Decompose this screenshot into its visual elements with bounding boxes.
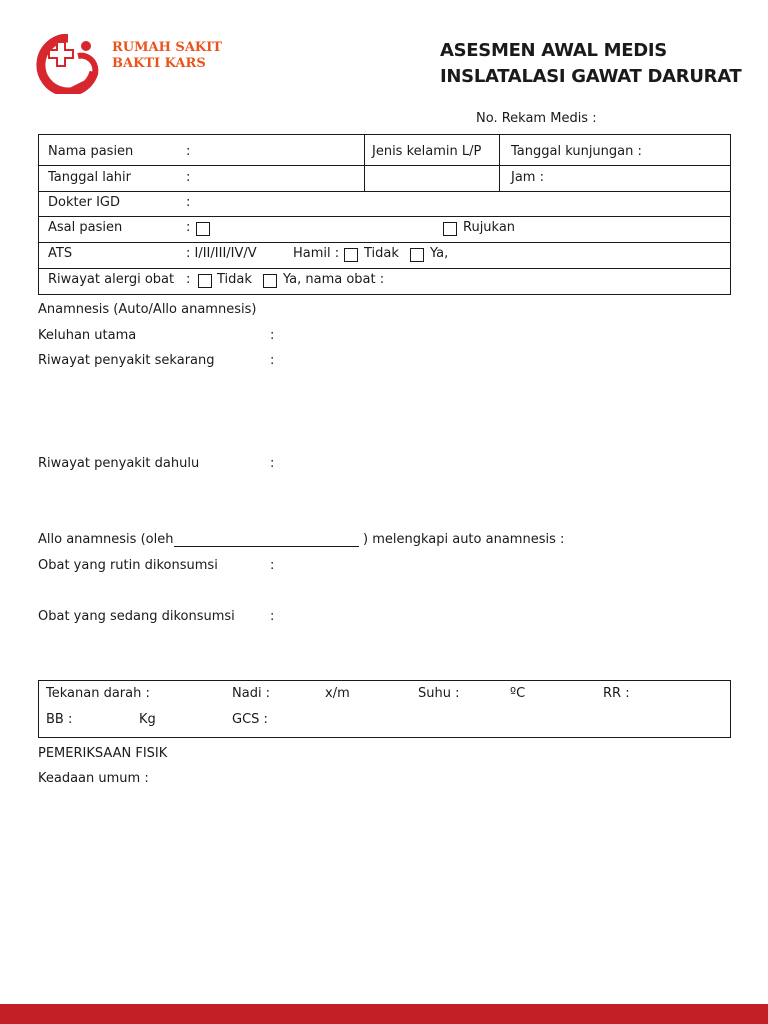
page-title xyxy=(440,38,741,90)
row-divider xyxy=(38,165,731,166)
hamil-label: Hamil : xyxy=(293,246,340,261)
obat-rutin-label: Obat yang rutin dikonsumsi xyxy=(38,558,218,573)
row-divider xyxy=(38,242,731,243)
keluhan-utama-label: Keluhan utama xyxy=(38,328,137,343)
title-line-1: ASESMEN AWAL MEDIS xyxy=(440,40,667,61)
hamil-tidak-label: Tidak xyxy=(364,246,399,261)
title-line-2: INSLATALASI GAWAT DARURAT xyxy=(440,66,742,87)
hamil-tidak-checkbox[interactable] xyxy=(344,248,358,262)
rujukan-checkbox[interactable] xyxy=(443,222,457,236)
dokter-igd-field[interactable]: : xyxy=(186,195,191,210)
keadaan-umum-field[interactable]: Keadaan umum : xyxy=(38,771,149,786)
column-divider xyxy=(364,134,365,191)
row-divider xyxy=(38,268,731,269)
row-divider xyxy=(38,216,731,217)
jam-field[interactable]: Jam : xyxy=(511,170,544,185)
tanggal-lahir-label: Tanggal lahir xyxy=(48,170,131,185)
alergi-colon: : xyxy=(186,272,191,287)
column-divider xyxy=(499,134,500,191)
ats-label: ATS xyxy=(48,246,73,261)
anamnesis-heading: Anamnesis (Auto/Allo anamnesis) xyxy=(38,302,257,317)
penyakit-dahulu-label: Riwayat penyakit dahulu xyxy=(38,456,200,471)
pemeriksaan-fisik-heading: PEMERIKSAAN FISIK xyxy=(38,746,168,761)
tekanan-darah-field[interactable]: Tekanan darah : xyxy=(46,686,150,701)
suhu-field[interactable]: Suhu : xyxy=(418,686,460,701)
penyakit-sekarang-field[interactable]: : xyxy=(270,353,275,368)
rr-field[interactable]: RR : xyxy=(603,686,630,701)
nama-pasien-label: Nama pasien xyxy=(48,144,134,159)
tanggal-lahir-field[interactable]: : xyxy=(186,170,191,185)
tanggal-kunjungan-field[interactable]: Tanggal kunjungan : xyxy=(511,144,642,159)
obat-sedang-field[interactable]: : xyxy=(270,609,275,624)
brand-line-1: RUMAH SAKIT xyxy=(112,40,222,55)
obat-sedang-label: Obat yang sedang dikonsumsi xyxy=(38,609,235,624)
alergi-ya-checkbox[interactable] xyxy=(263,274,277,288)
hamil-ya-label: Ya, xyxy=(430,246,449,261)
ats-value[interactable]: : I/II/III/IV/V xyxy=(186,246,257,261)
jenis-kelamin-field[interactable]: Jenis kelamin L/P xyxy=(372,144,482,159)
penyakit-dahulu-field[interactable]: : xyxy=(270,456,275,471)
penyakit-sekarang-label: Riwayat penyakit sekarang xyxy=(38,353,215,368)
brand-name xyxy=(112,40,222,72)
bb-field[interactable]: BB : xyxy=(46,712,73,727)
rujukan-label: Rujukan xyxy=(463,220,516,235)
row-divider xyxy=(38,191,731,192)
allo-anamnesis-suffix: ) melengkapi auto anamnesis : xyxy=(363,532,565,547)
dokter-igd-label: Dokter IGD xyxy=(48,195,120,210)
allo-anamnesis-prefix: Allo anamnesis (oleh xyxy=(38,532,174,547)
alergi-tidak-checkbox[interactable] xyxy=(198,274,212,288)
alergi-label: Riwayat alergi obat xyxy=(48,272,175,287)
footer-bar xyxy=(0,1004,768,1024)
keluhan-utama-field[interactable]: : xyxy=(270,328,275,343)
alergi-tidak-label: Tidak xyxy=(217,272,252,287)
alergi-ya-label: Ya, nama obat : xyxy=(283,272,385,287)
gcs-field[interactable]: GCS : xyxy=(232,712,268,727)
brand-line-2: BAKTI KARS xyxy=(112,56,206,71)
nadi-unit: x/m xyxy=(325,686,350,701)
hamil-ya-checkbox[interactable] xyxy=(410,248,424,262)
hospital-logo-icon xyxy=(34,34,102,94)
rekam-medis-label: No. Rekam Medis : xyxy=(476,111,597,126)
nama-pasien-field[interactable]: : xyxy=(186,144,191,159)
allo-anamnesis-blank[interactable] xyxy=(174,546,359,547)
obat-rutin-field[interactable]: : xyxy=(270,558,275,573)
suhu-unit: ºC xyxy=(510,686,526,701)
nadi-field[interactable]: Nadi : xyxy=(232,686,271,701)
asal-pasien-label: Asal pasien xyxy=(48,220,123,235)
bb-unit: Kg xyxy=(139,712,156,727)
asal-pasien-checkbox[interactable] xyxy=(196,222,210,236)
asal-pasien-colon: : xyxy=(186,220,191,235)
